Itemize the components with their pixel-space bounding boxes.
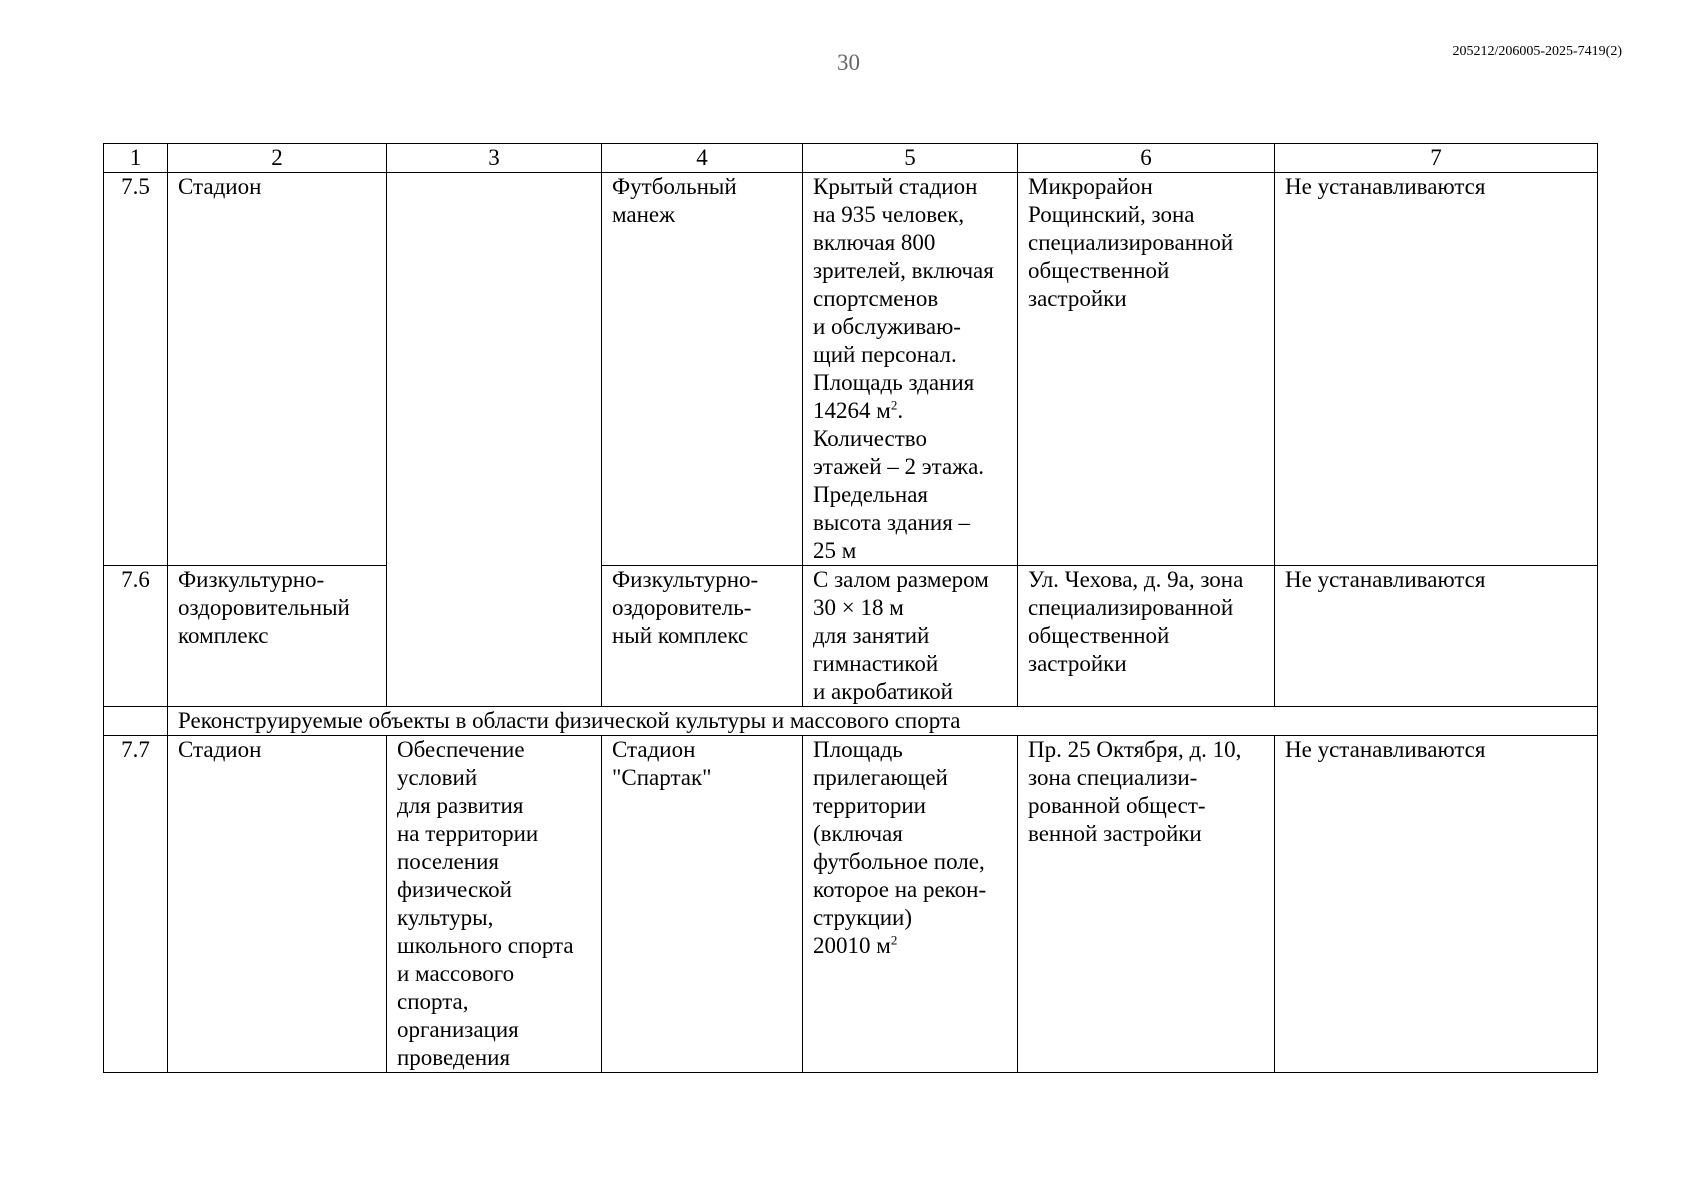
object-name: Футбольный манеж [602, 173, 803, 566]
zones-cell: Не устанавливаются [1275, 736, 1598, 1073]
header-cell: 6 [1018, 144, 1275, 173]
object-location: Пр. 25 Октября, д. 10, зона специализи- рованной общест- венной застройки [1018, 736, 1275, 1073]
table-row [104, 566, 1598, 707]
header-cell: 3 [387, 144, 602, 173]
zones-cell: Не устанавливаются [1275, 173, 1598, 566]
object-name: Стадион "Спартак" [602, 736, 803, 1073]
row-number: 7.7 [104, 736, 168, 1073]
row-number: 7.6 [104, 566, 168, 707]
zones-cell: Не устанавливаются [1275, 566, 1598, 707]
row-number: 7.5 [104, 173, 168, 566]
object-type: Физкультурно- оздоровительный комплекс [168, 566, 387, 707]
table-header-row [104, 144, 1598, 173]
section-row [104, 707, 1598, 736]
object-type: Стадион [168, 173, 387, 566]
header-cell: 2 [168, 144, 387, 173]
header-cell: 5 [803, 144, 1018, 173]
section-num-cell [104, 707, 168, 736]
purpose-cell [387, 173, 602, 707]
object-characteristics: С залом размером 30 × 18 м для занятий гимнастикой и акробатикой [803, 566, 1018, 707]
table-row [104, 736, 1598, 1073]
object-location: Микрорайон Рощинский, зона специализированной общественной застройки [1018, 173, 1275, 566]
table-row [104, 173, 1598, 566]
object-type: Стадион [168, 736, 387, 1073]
object-characteristics: Крытый стадион на 935 человек, включая 800 зрителей, включая спортсменов и обслуживаю- щий персонал. Площадь здания 14264 $м^2$. Количество этажей – 2 этажа. Предельная высота здания – 25 м [803, 173, 1018, 566]
object-name: Физкультурно- оздоровитель- ный комплекс [602, 566, 803, 707]
page-number: 30 [837, 50, 860, 75]
objects-table [103, 143, 1598, 1073]
header-cell: 7 [1275, 144, 1598, 173]
header-cell: 4 [602, 144, 803, 173]
header-cell: 1 [104, 144, 168, 173]
section-title: Реконструируемые объекты в области физической культуры и массового спорта [168, 707, 1598, 736]
object-location: Ул. Чехова, д. 9а, зона специализированной общественной застройки [1018, 566, 1275, 707]
document-id: 205212/206005-2025-7419(2) [1452, 44, 1622, 59]
object-purpose: Обеспечение условий для развития на территории поселения физической культуры, школьного спорта и массового спорта, организация проведения [387, 736, 602, 1073]
object-characteristics: Площадь прилегающей территории (включая футбольное поле, которое на рекон- струкции) 20010 $м^2$ [803, 736, 1018, 1073]
